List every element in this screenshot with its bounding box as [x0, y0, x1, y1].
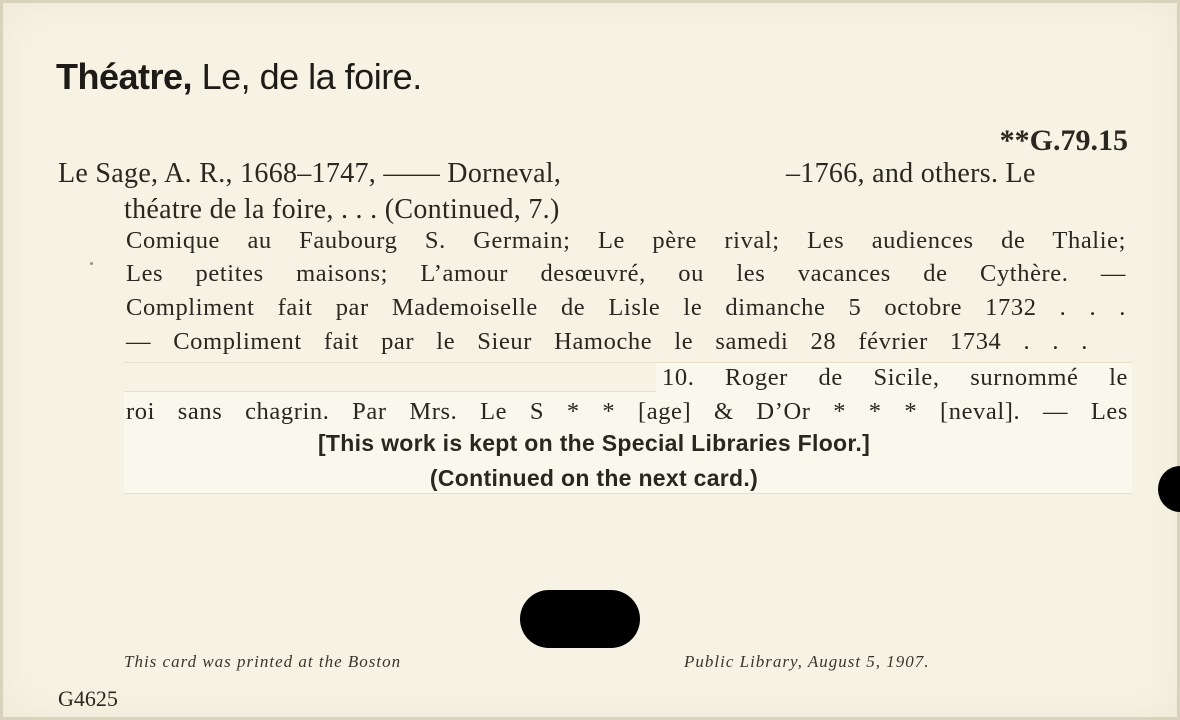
location-note: [This work is kept on the Special Libraries Floor.] [317, 430, 871, 456]
entry-author: Le Sage, A. R., 1668–1747, —— Dorneval, [58, 158, 562, 189]
entry-author-cont: –1766, and others. Le [786, 158, 1036, 189]
slip-line-2: roi sans chagrin. Par Mrs. Le S * * [age] & D’Or * * * [neval]. — Les [126, 398, 1128, 425]
contents-line-2: Les petites maisons; L’amour desœuvré, ou les vacances de Cythère. — [126, 260, 1126, 287]
footer-right: Public Library, August 5, 1907. [684, 652, 930, 671]
paper-speck [90, 262, 93, 265]
continued-note: (Continued on the next card.) [429, 465, 759, 491]
subject-heading-rest: Le, de la foire. [201, 56, 422, 97]
call-number: **G.79.15 [999, 124, 1128, 157]
subject-heading-bold: Théatre, [56, 56, 193, 97]
entry-title: théatre de la foire, . . . (Continued, 7.) [124, 194, 560, 225]
slip-cutout [124, 363, 656, 392]
card-punch-hole [520, 590, 640, 648]
footer-left: This card was printed at the Boston [124, 652, 402, 671]
contents-line-3: Compliment fait par Mademoiselle de Lisle le dimanche 5 octobre 1732 . . . [126, 294, 1126, 321]
contents-line-4: — Compliment fait par le Sieur Hamoche le samedi 28 février 1734 . . . [126, 328, 1088, 355]
accession-number: G4625 [58, 686, 118, 711]
contents-line-1: Comique au Faubourg S. Germain; Le père rival; Les audiences de Thalie; [126, 227, 1126, 254]
subject-heading [56, 56, 422, 98]
slip-line-1: 10. Roger de Sicile, surnommé le [662, 364, 1128, 391]
